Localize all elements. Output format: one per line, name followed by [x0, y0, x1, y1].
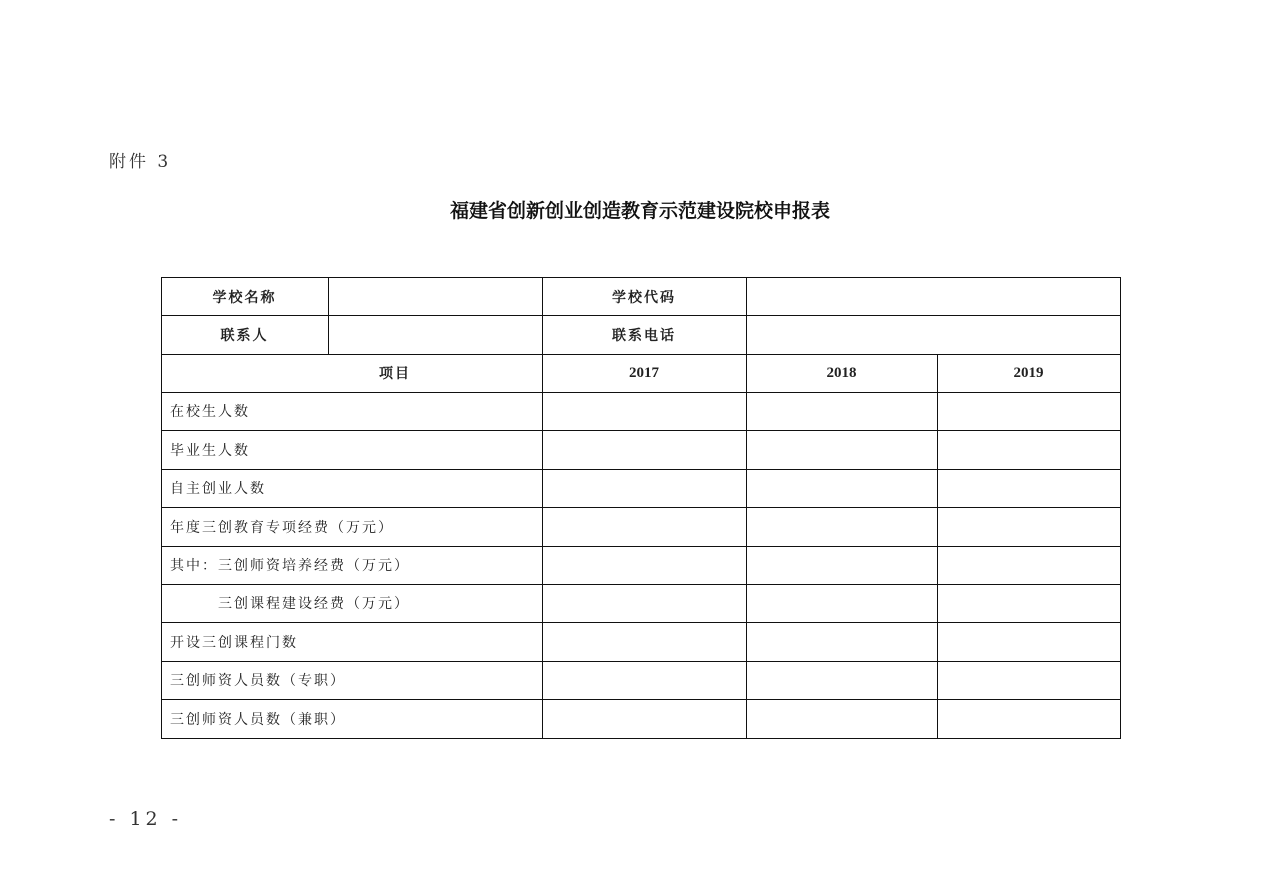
year-header: 2018: [826, 364, 857, 381]
row-label: 年度三创教育专项经费（万元）: [170, 519, 394, 536]
row-divider: [161, 469, 1121, 470]
row-divider: [161, 622, 1121, 623]
row-label: 毕业生人数: [170, 442, 250, 459]
row-label: 三创课程建设经费（万元）: [218, 596, 410, 612]
school-name-field[interactable]: [329, 278, 541, 315]
school-code-label: 学校代码: [612, 289, 676, 306]
school-code-field[interactable]: [747, 278, 1119, 315]
row-label: 自主创业人数: [170, 481, 266, 497]
school-name-label: 学校名称: [212, 289, 277, 306]
row-label: 开设三创课程门数: [170, 634, 298, 651]
page-number: - 12 -: [109, 808, 183, 830]
contact-field[interactable]: [329, 316, 541, 353]
row-divider: [161, 392, 1121, 393]
phone-field[interactable]: [747, 316, 1119, 353]
table-border-bottom: [161, 738, 1121, 739]
application-form-table: [161, 277, 1121, 739]
year-header: 2017: [629, 364, 659, 381]
row-label: 三创师资人员数（专职）: [170, 673, 346, 689]
attachment-label: 附件 3: [109, 152, 172, 172]
column-divider: [937, 354, 938, 739]
year-header: 2019: [1013, 364, 1044, 381]
item-header: 项目: [379, 366, 411, 382]
row-divider: [161, 430, 1121, 431]
table-border-right: [1120, 277, 1121, 739]
row-label: 三创师资人员数（兼职）: [170, 711, 346, 728]
row-label: 在校生人数: [170, 404, 250, 420]
row-label: 其中：三创师资培养经费（万元）: [170, 558, 410, 574]
phone-label: 联系电话: [612, 327, 676, 344]
form-title: 福建省创新创业创造教育示范建设院校申报表: [449, 200, 830, 222]
contact-label: 联系人: [220, 327, 269, 344]
